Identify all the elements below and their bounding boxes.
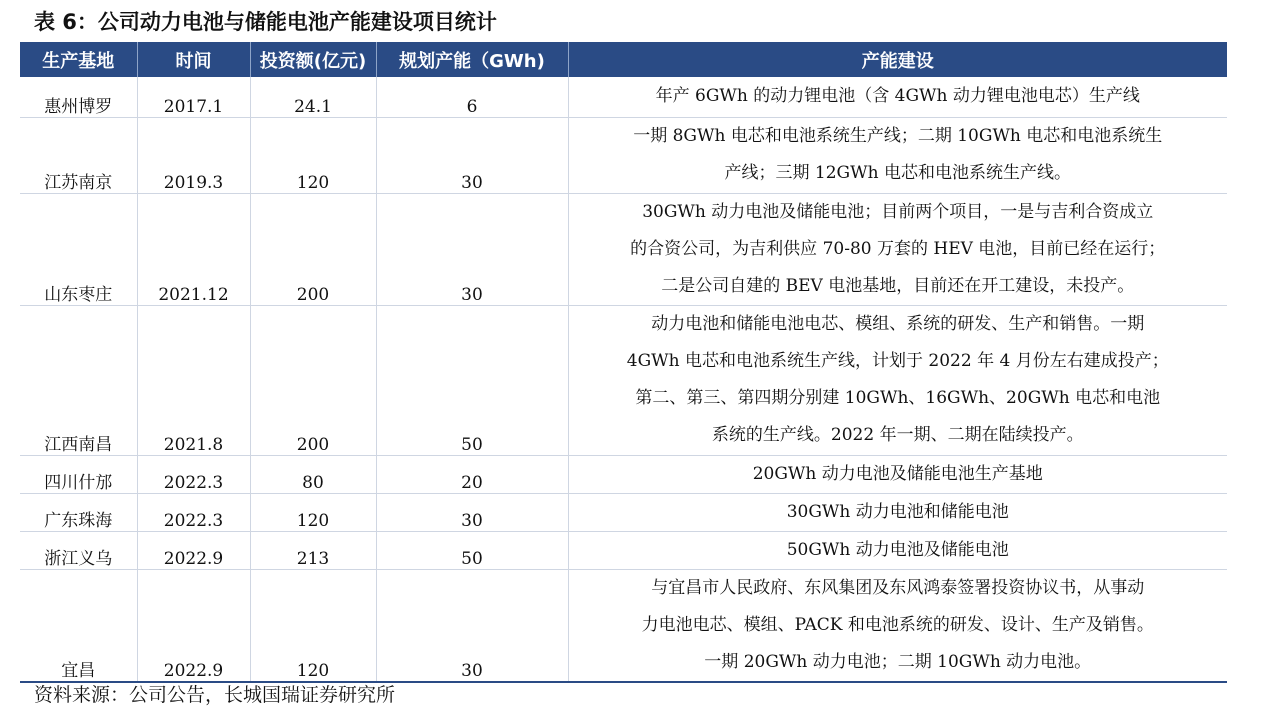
cell-capacity: 20	[376, 455, 568, 493]
construction-line: 20GWh 动力电池及储能电池生产基地	[752, 463, 1043, 484]
cell-construction	[568, 117, 1227, 193]
cell-base: 惠州博罗	[20, 77, 137, 117]
cell-investment: 120	[250, 117, 376, 193]
table-title: 表 6：公司动力电池与储能电池产能建设项目统计	[34, 10, 497, 34]
construction-line: 产线；三期 12GWh 电芯和电池系统生产线。	[724, 163, 1071, 183]
cell-investment: 200	[250, 305, 376, 455]
cell-capacity: 6	[376, 77, 568, 117]
cell-investment: 200	[250, 193, 376, 305]
header-capacity: 规划产能（GWh)	[376, 42, 568, 77]
construction-line: 一期 20GWh 动力电池；二期 10GWh 动力电池。	[704, 651, 1092, 672]
cell-time: 2021.12	[137, 193, 250, 305]
cell-time: 2022.9	[137, 569, 250, 682]
table-row	[20, 77, 1227, 117]
table-row	[20, 193, 1227, 305]
construction-line: 与宜昌市人民政府、东风集团及东风鸿泰签署投资协议书，从事动	[651, 577, 1145, 598]
table-row	[20, 569, 1227, 682]
construction-line: 4GWh 电芯和电池系统生产线，计划于 2022 年 4 月份左右建成投产；	[626, 351, 1169, 371]
construction-line: 动力电池和储能电池电芯、模组、系统的研发、生产和销售。一期	[651, 314, 1145, 334]
header-investment: 投资额(亿元)	[250, 42, 376, 77]
construction-line: 力电池电芯、模组、PACK 和电池系统的研发、设计、生产及销售。	[641, 614, 1154, 635]
cell-time: 2022.9	[137, 531, 250, 569]
cell-time: 2017.1	[137, 77, 250, 117]
cell-capacity: 30	[376, 117, 568, 193]
table-row	[20, 455, 1227, 493]
header-time: 时间	[137, 42, 250, 77]
cell-base: 江苏南京	[20, 117, 137, 193]
table-header-row	[20, 42, 1227, 77]
cell-base: 四川什邡	[20, 455, 137, 493]
cell-construction	[568, 193, 1227, 305]
construction-line: 30GWh 动力电池和储能电池	[786, 501, 1009, 522]
cell-construction	[568, 455, 1227, 493]
construction-line: 50GWh 动力电池及储能电池	[786, 539, 1009, 560]
capacity-table	[20, 42, 1227, 683]
construction-line: 30GWh 动力电池及储能电池；目前两个项目，一是与吉利合资成立	[642, 201, 1154, 222]
cell-investment: 213	[250, 531, 376, 569]
cell-construction	[568, 531, 1227, 569]
cell-construction	[568, 305, 1227, 455]
cell-base: 宜昌	[20, 569, 137, 682]
table-row	[20, 305, 1227, 455]
table-row	[20, 117, 1227, 193]
cell-investment: 120	[250, 493, 376, 531]
construction-line: 二是公司自建的 BEV 电池基地，目前还在开工建设，未投产。	[661, 275, 1135, 296]
construction-line: 系统的生产线。2022 年一期、二期在陆续投产。	[711, 425, 1084, 445]
construction-line: 年产 6GWh 的动力锂电池（含 4GWh 动力锂电池电芯）生产线	[655, 86, 1140, 107]
cell-capacity: 50	[376, 305, 568, 455]
cell-capacity: 30	[376, 569, 568, 682]
cell-base: 江西南昌	[20, 305, 137, 455]
construction-line: 一期 8GWh 电芯和电池系统生产线；二期 10GWh 电芯和电池系统生	[633, 126, 1163, 146]
cell-base: 广东珠海	[20, 493, 137, 531]
cell-base: 山东枣庄	[20, 193, 137, 305]
cell-capacity: 30	[376, 493, 568, 531]
cell-construction	[568, 77, 1227, 117]
header-construction: 产能建设	[568, 42, 1227, 77]
cell-construction	[568, 493, 1227, 531]
source-note: 资料来源：公司公告，长城国瑞证券研究所	[34, 684, 396, 706]
cell-time: 2022.3	[137, 493, 250, 531]
cell-capacity: 30	[376, 193, 568, 305]
cell-investment: 80	[250, 455, 376, 493]
cell-time: 2019.3	[137, 117, 250, 193]
cell-time: 2022.3	[137, 455, 250, 493]
cell-investment: 120	[250, 569, 376, 682]
header-base: 生产基地	[20, 42, 137, 77]
cell-base: 浙江义乌	[20, 531, 137, 569]
cell-investment: 24.1	[250, 77, 376, 117]
table-row	[20, 493, 1227, 531]
cell-time: 2021.8	[137, 305, 250, 455]
construction-line: 的合资公司，为吉利供应 70-80 万套的 HEV 电池，目前已经在运行；	[630, 238, 1166, 259]
table-row	[20, 531, 1227, 569]
cell-construction	[568, 569, 1227, 682]
cell-capacity: 50	[376, 531, 568, 569]
construction-line: 第二、第三、第四期分别建 10GWh、16GWh、20GWh 电芯和电池	[635, 388, 1161, 408]
